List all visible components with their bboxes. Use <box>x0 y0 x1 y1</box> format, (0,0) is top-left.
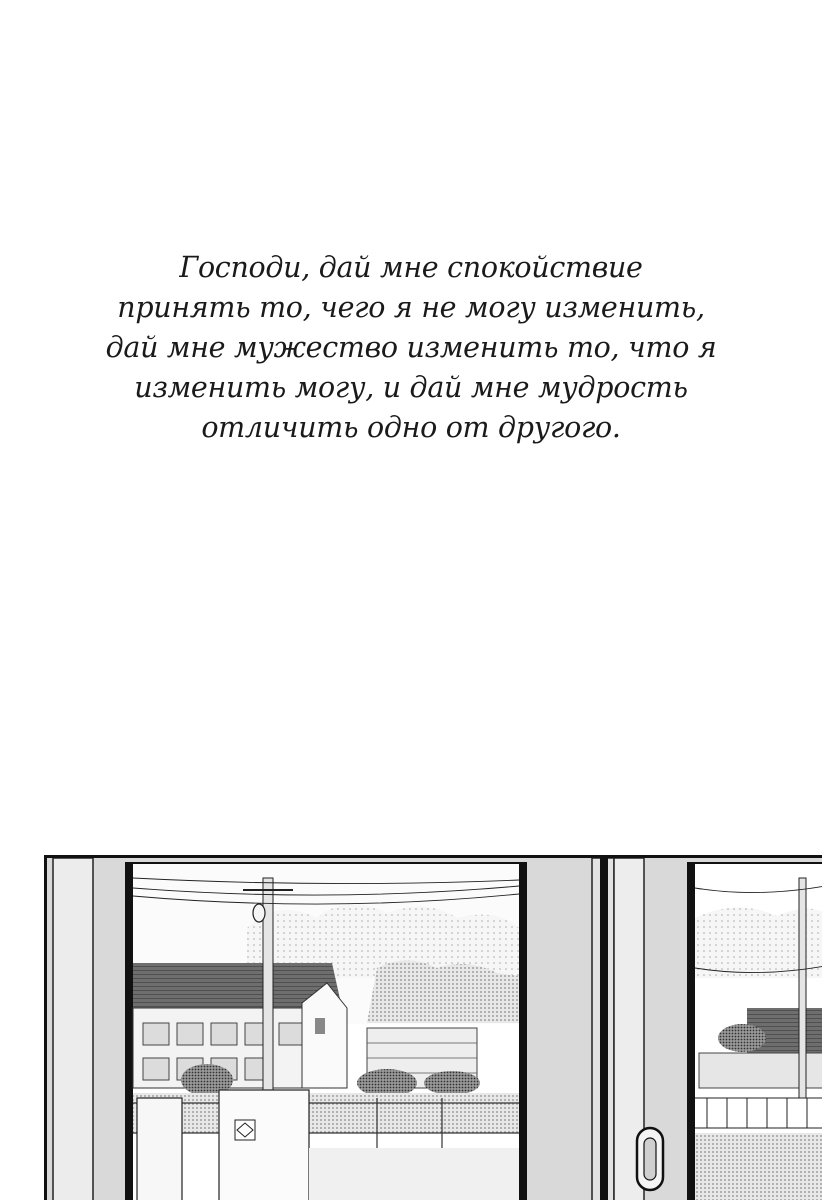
train-window-illustration <box>47 858 822 1200</box>
caption-line-1: Господи, дай мне спокойствие <box>179 251 643 284</box>
electrical-box-icon <box>137 1090 309 1200</box>
train-window-left <box>125 862 527 1200</box>
door-handle-icon <box>637 1128 663 1190</box>
train-window-right <box>687 862 822 1200</box>
caption-line-4: изменить могу, и дай мне мудрость <box>134 371 688 404</box>
caption-text <box>0 248 822 448</box>
manga-panel-train-window <box>44 855 822 1200</box>
caption-line-5: отличить одно от другого. <box>201 411 621 444</box>
caption-line-3: дай мне мужество изменить то, что я <box>105 331 717 364</box>
caption-line-2: принять то, чего я не могу изменить, <box>117 291 705 324</box>
